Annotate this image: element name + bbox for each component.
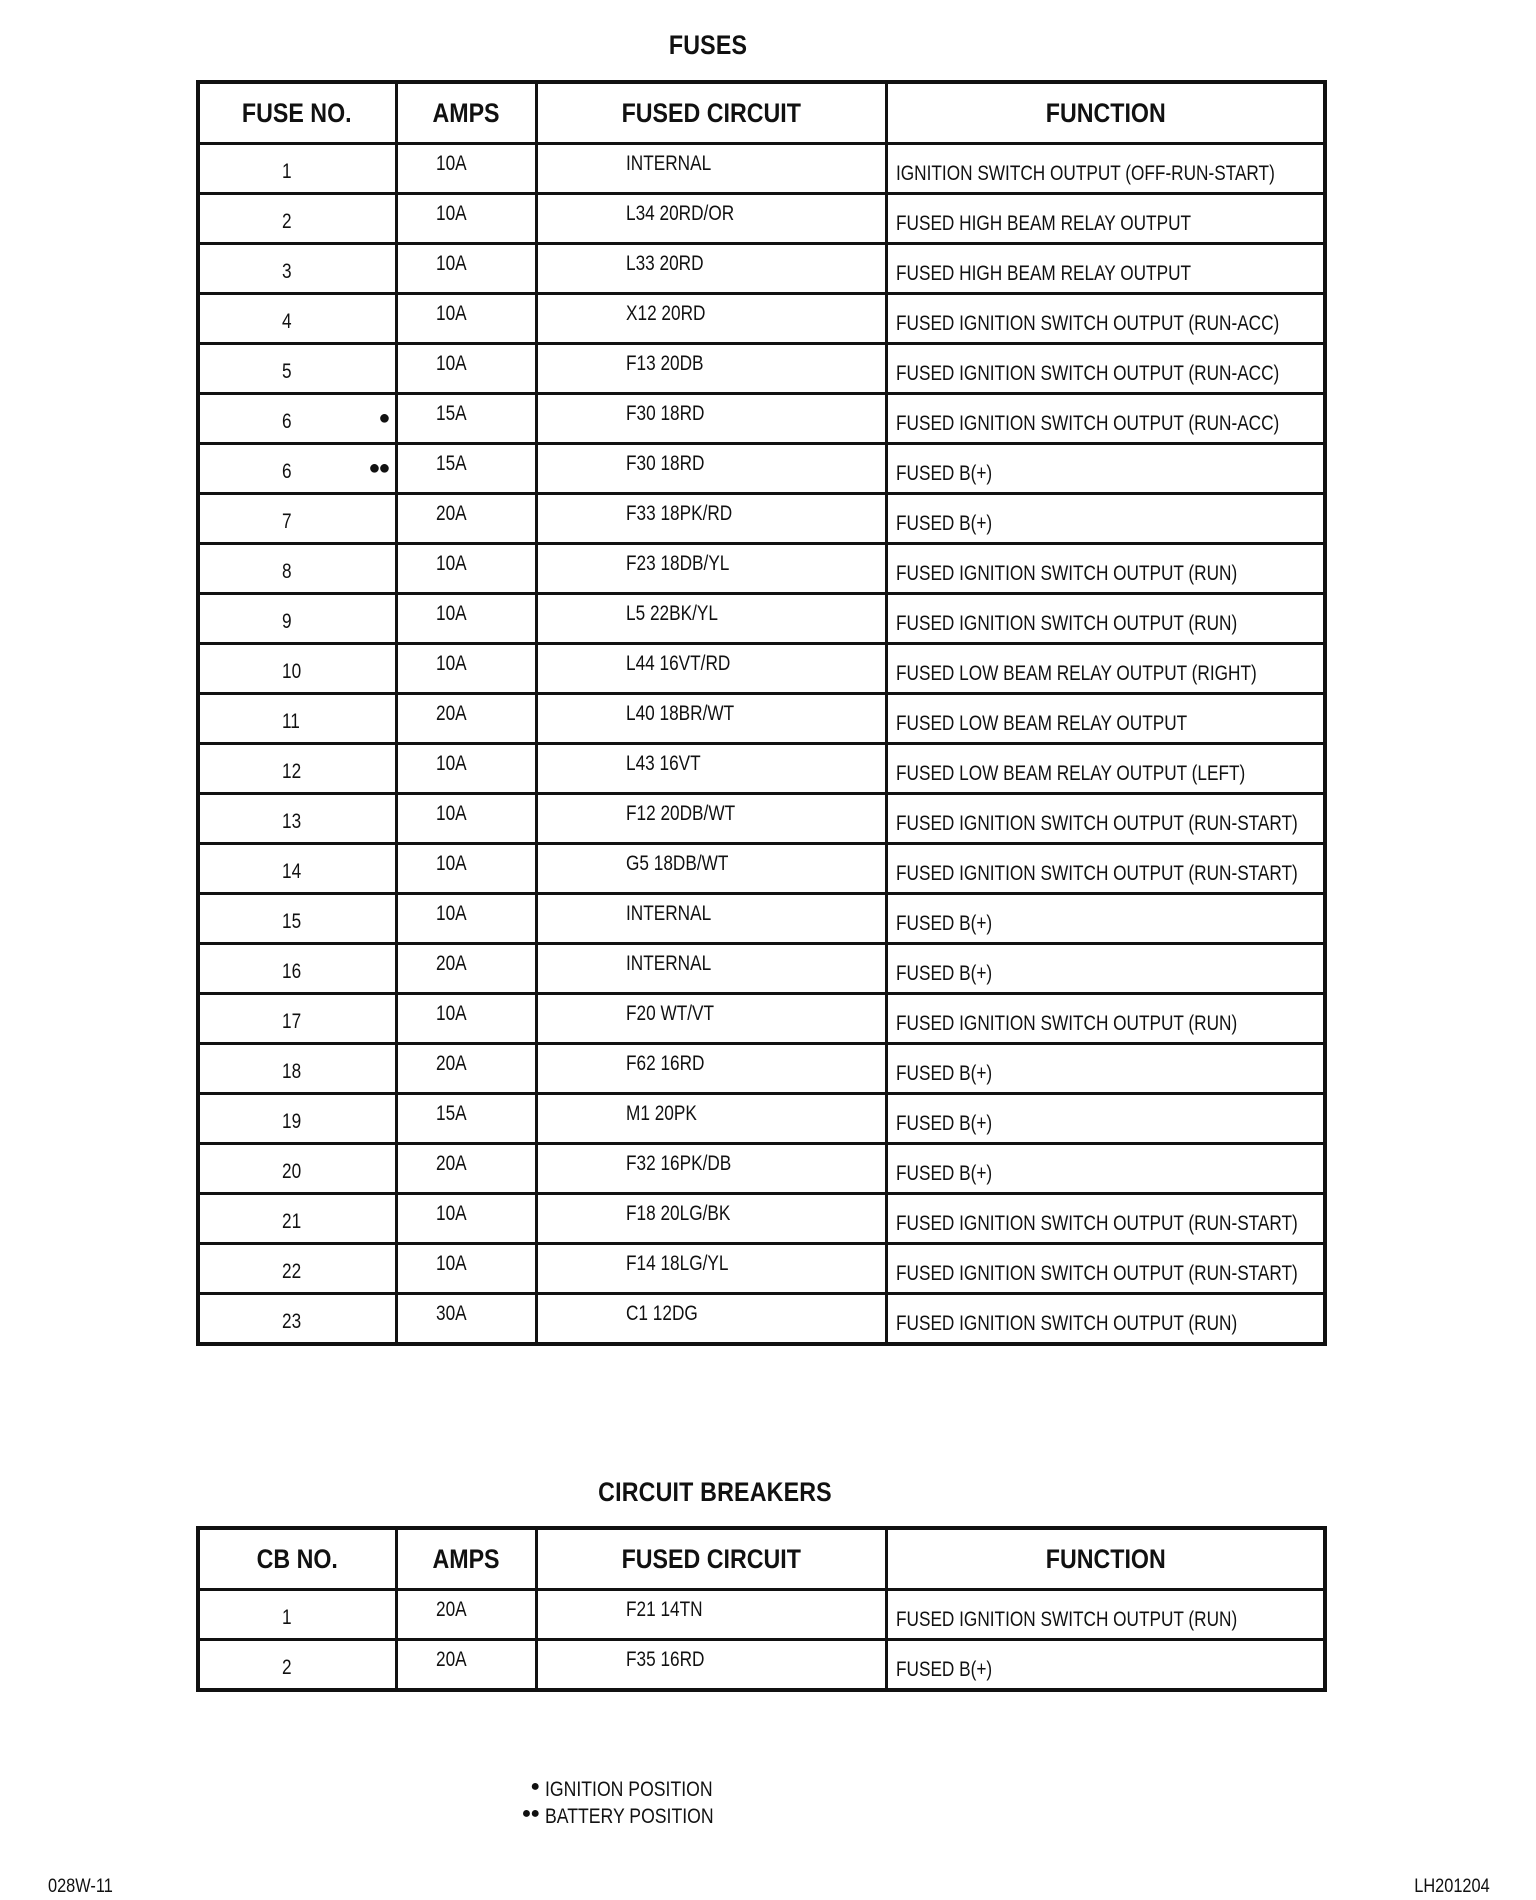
- circuit-cell-text: L44 16VT/RD: [625, 652, 730, 675]
- number-cell: [198, 244, 396, 294]
- amps-cell: [396, 744, 536, 794]
- table-row: [198, 694, 1325, 744]
- number-cell: [198, 1640, 396, 1691]
- function-cell-text: FUSED IGNITION SWITCH OUTPUT (RUN): [895, 1608, 1237, 1631]
- circuit-cell: [536, 144, 886, 194]
- number-cell-text: 9: [282, 610, 292, 633]
- number-cell: [198, 644, 396, 694]
- circuit-cell-text: F32 16PK/DB: [625, 1152, 731, 1175]
- table-row: [198, 294, 1325, 344]
- function-cell-text: FUSED LOW BEAM RELAY OUTPUT: [895, 712, 1187, 735]
- table-row: [198, 1094, 1325, 1144]
- circuit-cell: [536, 194, 886, 244]
- function-cell: [886, 1094, 1325, 1144]
- function-cell-text: FUSED B(+): [895, 1162, 992, 1185]
- header-fuse-no: FUSE NO.: [198, 82, 396, 144]
- number-cell-text: 6: [282, 410, 292, 433]
- number-cell: [198, 1194, 396, 1244]
- function-cell: [886, 344, 1325, 394]
- table-row: [198, 144, 1325, 194]
- bullet-icon: ●: [530, 1778, 539, 1795]
- amps-cell: [396, 494, 536, 544]
- amps-cell-text: 10A: [435, 752, 467, 775]
- table-row: [198, 1144, 1325, 1194]
- header-fused-circuit: FUSED CIRCUIT: [536, 82, 886, 144]
- amps-cell-text: 10A: [435, 1252, 467, 1275]
- amps-cell: [396, 144, 536, 194]
- table-row: [198, 844, 1325, 894]
- table-row: [198, 794, 1325, 844]
- function-cell-text: FUSED IGNITION SWITCH OUTPUT (RUN-START): [895, 1262, 1298, 1285]
- function-cell: [886, 594, 1325, 644]
- amps-cell-text: 10A: [435, 652, 467, 675]
- number-cell-text: 2: [282, 1656, 292, 1679]
- number-cell: [198, 844, 396, 894]
- function-cell-text: FUSED IGNITION SWITCH OUTPUT (RUN-ACC): [895, 412, 1279, 435]
- function-cell-text: FUSED LOW BEAM RELAY OUTPUT (RIGHT): [895, 662, 1257, 685]
- function-cell-text: FUSED IGNITION SWITCH OUTPUT (RUN-START): [895, 862, 1298, 885]
- number-cell: [198, 294, 396, 344]
- circuit-cell: [536, 844, 886, 894]
- number-cell: [198, 194, 396, 244]
- circuit-cell-text: F13 20DB: [625, 352, 704, 375]
- circuit-cell: [536, 1094, 886, 1144]
- table-row: [198, 894, 1325, 944]
- table-row: [198, 494, 1325, 544]
- number-cell-text: 14: [282, 860, 302, 883]
- circuit-cell: [536, 694, 886, 744]
- double-bullet-icon: ●●: [521, 1805, 539, 1822]
- double-bullet-icon: ●●: [368, 457, 389, 479]
- function-cell-text: FUSED IGNITION SWITCH OUTPUT (RUN-ACC): [895, 312, 1279, 335]
- amps-cell: [396, 294, 536, 344]
- function-cell: [886, 844, 1325, 894]
- function-cell: [886, 294, 1325, 344]
- circuit-cell: [536, 1590, 886, 1640]
- fuses-body: [198, 144, 1325, 1345]
- function-cell-text: FUSED IGNITION SWITCH OUTPUT (RUN): [895, 612, 1237, 635]
- table-row: [198, 1244, 1325, 1294]
- circuit-cell-text: X12 20RD: [625, 302, 705, 325]
- amps-cell-text: 20A: [435, 1598, 467, 1621]
- function-cell-text: FUSED IGNITION SWITCH OUTPUT (RUN-START): [895, 812, 1298, 835]
- function-cell-text: FUSED B(+): [895, 1658, 992, 1681]
- circuit-cell-text: C1 12DG: [625, 1302, 698, 1325]
- table-row: [198, 1294, 1325, 1345]
- amps-cell: [396, 244, 536, 294]
- amps-cell: [396, 694, 536, 744]
- circuit-cell: [536, 1044, 886, 1094]
- circuit-cell-text: M1 20PK: [625, 1102, 697, 1125]
- number-cell-text: 5: [282, 360, 292, 383]
- circuit-cell: [536, 444, 886, 494]
- amps-cell: [396, 894, 536, 944]
- table-row: [198, 1640, 1325, 1691]
- amps-cell-text: 20A: [435, 1152, 467, 1175]
- table-row: [198, 544, 1325, 594]
- circuit-cell-text: G5 18DB/WT: [625, 852, 728, 875]
- circuit-cell: [536, 994, 886, 1044]
- header-function: FUNCTION: [886, 1528, 1325, 1590]
- amps-cell: [396, 344, 536, 394]
- circuit-cell-text: F14 18LG/YL: [625, 1252, 728, 1275]
- circuit-cell-text: F62 16RD: [625, 1052, 704, 1075]
- amps-cell-text: 10A: [435, 1002, 467, 1025]
- amps-cell-text: 30A: [435, 1302, 467, 1325]
- circuit-cell-text: F20 WT/VT: [625, 1002, 714, 1025]
- number-cell-text: 1: [282, 160, 292, 183]
- circuit-cell-text: L43 16VT: [625, 752, 701, 775]
- fuses-title: FUSES: [668, 30, 748, 60]
- amps-cell: [396, 394, 536, 444]
- amps-cell-text: 15A: [435, 452, 467, 475]
- amps-cell: [396, 1590, 536, 1640]
- table-row: [198, 744, 1325, 794]
- number-cell-text: 10: [282, 660, 302, 683]
- number-cell-text: 7: [282, 510, 292, 533]
- circuit-cell-text: L5 22BK/YL: [625, 602, 718, 625]
- function-cell: [886, 544, 1325, 594]
- table-row: [198, 594, 1325, 644]
- header-amps: AMPS: [396, 82, 536, 144]
- header-amps: AMPS: [396, 1528, 536, 1590]
- table-row: [198, 1590, 1325, 1640]
- number-cell: [198, 444, 396, 494]
- drawing-id: LH201204: [1414, 1876, 1490, 1897]
- number-cell: [198, 1044, 396, 1094]
- function-cell: [886, 394, 1325, 444]
- number-cell: [198, 794, 396, 844]
- amps-cell-text: 20A: [435, 1052, 467, 1075]
- amps-cell: [396, 944, 536, 994]
- cb-body: [198, 1590, 1325, 1691]
- table-row: [198, 444, 1325, 494]
- circuit-cell-text: L34 20RD/OR: [625, 202, 734, 225]
- number-cell-text: 17: [282, 1010, 302, 1033]
- number-cell: [198, 894, 396, 944]
- fuses-header-row: [198, 82, 1325, 144]
- function-cell-text: FUSED B(+): [895, 512, 992, 535]
- number-cell: [198, 144, 396, 194]
- number-cell: [198, 1144, 396, 1194]
- amps-cell: [396, 644, 536, 694]
- amps-cell-text: 10A: [435, 152, 467, 175]
- circuit-cell: [536, 894, 886, 944]
- number-cell-text: 8: [282, 560, 292, 583]
- legend-label: IGNITION POSITION: [545, 1778, 713, 1801]
- circuit-cell-text: INTERNAL: [625, 152, 711, 175]
- number-cell-text: 12: [282, 760, 302, 783]
- function-cell: [886, 944, 1325, 994]
- circuit-cell: [536, 494, 886, 544]
- circuit-cell-text: INTERNAL: [625, 952, 711, 975]
- circuit-cell-text: L33 20RD: [625, 252, 704, 275]
- number-cell-text: 4: [282, 310, 292, 333]
- number-cell-text: 13: [282, 810, 302, 833]
- amps-cell: [396, 1640, 536, 1691]
- function-cell: [886, 444, 1325, 494]
- amps-cell-text: 10A: [435, 202, 467, 225]
- circuit-breakers-title: CIRCUIT BREAKERS: [598, 1477, 832, 1507]
- table-row: [198, 944, 1325, 994]
- function-cell: [886, 494, 1325, 544]
- circuit-cell: [536, 1294, 886, 1345]
- function-cell: [886, 794, 1325, 844]
- circuit-cell-text: L40 18BR/WT: [625, 702, 734, 725]
- number-cell: [198, 694, 396, 744]
- number-cell-text: 15: [282, 910, 302, 933]
- function-cell-text: FUSED IGNITION SWITCH OUTPUT (RUN-ACC): [895, 362, 1279, 385]
- amps-cell: [396, 1144, 536, 1194]
- number-cell-text: 19: [282, 1110, 302, 1133]
- circuit-cell-text: INTERNAL: [625, 902, 711, 925]
- function-cell: [886, 1590, 1325, 1640]
- number-cell: [198, 344, 396, 394]
- header-function: FUNCTION: [886, 82, 1325, 144]
- function-cell: [886, 1194, 1325, 1244]
- legend-battery: [513, 1805, 746, 1832]
- function-cell-text: FUSED HIGH BEAM RELAY OUTPUT: [895, 212, 1191, 235]
- table-row: [198, 644, 1325, 694]
- amps-cell: [396, 1194, 536, 1244]
- number-cell-text: 11: [282, 710, 300, 733]
- amps-cell-text: 15A: [435, 402, 467, 425]
- number-cell-text: 23: [282, 1310, 302, 1333]
- circuit-cell-text: F33 18PK/RD: [625, 502, 732, 525]
- table-row: [198, 1194, 1325, 1244]
- amps-cell: [396, 194, 536, 244]
- circuit-cell: [536, 344, 886, 394]
- function-cell-text: FUSED B(+): [895, 1112, 992, 1135]
- circuit-cell: [536, 1640, 886, 1691]
- function-cell: [886, 694, 1325, 744]
- amps-cell-text: 10A: [435, 352, 467, 375]
- amps-cell: [396, 994, 536, 1044]
- number-cell: [198, 1244, 396, 1294]
- number-cell-text: 2: [282, 210, 292, 233]
- fuses-table: [196, 80, 1327, 1346]
- function-cell-text: FUSED B(+): [895, 1062, 992, 1085]
- number-cell-text: 18: [282, 1060, 302, 1083]
- circuit-cell-text: F35 16RD: [625, 1648, 704, 1671]
- circuit-cell-text: F30 18RD: [625, 452, 704, 475]
- function-cell: [886, 1244, 1325, 1294]
- circuit-cell: [536, 794, 886, 844]
- amps-cell-text: 15A: [435, 1102, 467, 1125]
- amps-cell: [396, 444, 536, 494]
- number-cell: [198, 494, 396, 544]
- amps-cell: [396, 1294, 536, 1345]
- circuit-cell-text: F12 20DB/WT: [625, 802, 735, 825]
- number-cell: [198, 544, 396, 594]
- number-cell: [198, 1590, 396, 1640]
- circuit-cell: [536, 944, 886, 994]
- circuit-cell: [536, 294, 886, 344]
- circuit-cell: [536, 394, 886, 444]
- number-cell: [198, 944, 396, 994]
- amps-cell-text: 10A: [435, 302, 467, 325]
- function-cell-text: FUSED B(+): [895, 912, 992, 935]
- amps-cell: [396, 1044, 536, 1094]
- function-cell: [886, 994, 1325, 1044]
- amps-cell-text: 20A: [435, 502, 467, 525]
- number-cell-text: 1: [282, 1606, 292, 1629]
- function-cell: [886, 194, 1325, 244]
- number-cell-text: 6: [282, 460, 292, 483]
- circuit-cell-text: F23 18DB/YL: [625, 552, 729, 575]
- header-cb-no: CB NO.: [198, 1528, 396, 1590]
- amps-cell-text: 10A: [435, 802, 467, 825]
- header-fused-circuit: FUSED CIRCUIT: [536, 1528, 886, 1590]
- number-cell: [198, 1094, 396, 1144]
- function-cell-text: FUSED IGNITION SWITCH OUTPUT (RUN-START): [895, 1212, 1298, 1235]
- number-cell-text: 20: [282, 1160, 302, 1183]
- circuit-cell-text: F18 20LG/BK: [625, 1202, 730, 1225]
- function-cell: [886, 644, 1325, 694]
- circuit-cell-text: F30 18RD: [625, 402, 704, 425]
- function-cell-text: FUSED HIGH BEAM RELAY OUTPUT: [895, 262, 1191, 285]
- function-cell: [886, 1144, 1325, 1194]
- circuit-cell: [536, 1144, 886, 1194]
- function-cell-text: FUSED IGNITION SWITCH OUTPUT (RUN): [895, 1012, 1237, 1035]
- circuit-breakers-table: [196, 1526, 1327, 1692]
- amps-cell-text: 10A: [435, 902, 467, 925]
- table-row: [198, 1044, 1325, 1094]
- amps-cell-text: 20A: [435, 1648, 467, 1671]
- function-cell-text: FUSED LOW BEAM RELAY OUTPUT (LEFT): [895, 762, 1245, 785]
- legend: [513, 1778, 746, 1832]
- amps-cell-text: 10A: [435, 1202, 467, 1225]
- function-cell-text: IGNITION SWITCH OUTPUT (OFF-RUN-START): [895, 162, 1275, 185]
- amps-cell-text: 10A: [435, 252, 467, 275]
- amps-cell: [396, 594, 536, 644]
- function-cell: [886, 144, 1325, 194]
- circuit-cell: [536, 744, 886, 794]
- amps-cell-text: 20A: [435, 952, 467, 975]
- number-cell: [198, 994, 396, 1044]
- circuit-cell: [536, 594, 886, 644]
- number-cell: [198, 594, 396, 644]
- function-cell: [886, 894, 1325, 944]
- function-cell-text: FUSED IGNITION SWITCH OUTPUT (RUN): [895, 562, 1237, 585]
- number-cell-text: 21: [282, 1210, 302, 1233]
- figure-code: 028W-11: [48, 1876, 113, 1897]
- table-row: [198, 394, 1325, 444]
- circuit-cell: [536, 244, 886, 294]
- number-cell-text: 16: [282, 960, 302, 983]
- circuit-cell: [536, 1194, 886, 1244]
- legend-ignition: [513, 1778, 746, 1805]
- circuit-cell: [536, 1244, 886, 1294]
- table-row: [198, 344, 1325, 394]
- table-row: [198, 994, 1325, 1044]
- amps-cell-text: 10A: [435, 852, 467, 875]
- table-row: [198, 194, 1325, 244]
- function-cell-text: FUSED B(+): [895, 962, 992, 985]
- function-cell: [886, 744, 1325, 794]
- legend-label: BATTERY POSITION: [545, 1805, 714, 1828]
- amps-cell: [396, 544, 536, 594]
- number-cell-text: 22: [282, 1260, 302, 1283]
- amps-cell: [396, 1094, 536, 1144]
- amps-cell-text: 10A: [435, 602, 467, 625]
- number-cell-text: 3: [282, 260, 292, 283]
- bullet-icon: ●: [378, 407, 389, 429]
- circuit-cell-text: F21 14TN: [625, 1598, 703, 1621]
- function-cell: [886, 1294, 1325, 1345]
- amps-cell: [396, 844, 536, 894]
- circuit-cell: [536, 644, 886, 694]
- number-cell: [198, 1294, 396, 1345]
- circuit-cell: [536, 544, 886, 594]
- number-cell: [198, 394, 396, 444]
- amps-cell: [396, 1244, 536, 1294]
- function-cell-text: FUSED B(+): [895, 462, 992, 485]
- function-cell-text: FUSED IGNITION SWITCH OUTPUT (RUN): [895, 1312, 1237, 1335]
- function-cell: [886, 1640, 1325, 1691]
- function-cell: [886, 244, 1325, 294]
- cb-header-row: [198, 1528, 1325, 1590]
- amps-cell-text: 10A: [435, 552, 467, 575]
- table-row: [198, 244, 1325, 294]
- function-cell: [886, 1044, 1325, 1094]
- amps-cell-text: 20A: [435, 702, 467, 725]
- number-cell: [198, 744, 396, 794]
- amps-cell: [396, 794, 536, 844]
